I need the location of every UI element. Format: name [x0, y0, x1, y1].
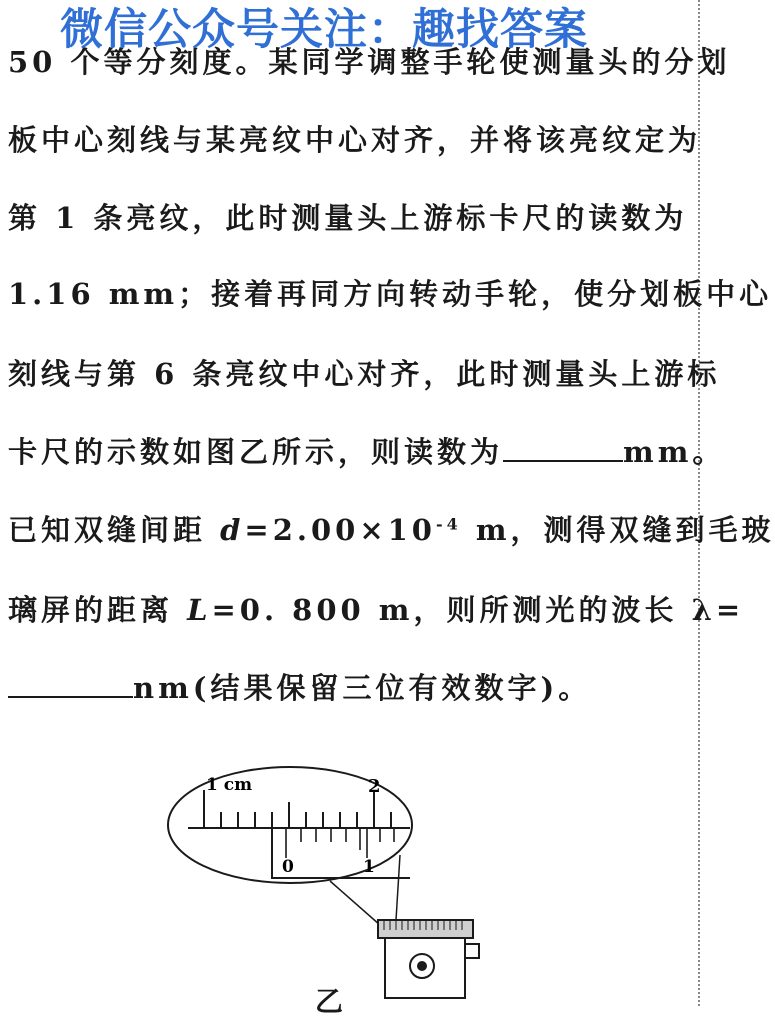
answer-blank-reading[interactable] [503, 432, 623, 462]
line9-after: nm(结果保留三位有效数字)。 [133, 671, 592, 705]
text-line-9 [8, 666, 591, 707]
device-eyepiece-center [417, 961, 427, 971]
text-line-3: 第 1 条亮纹，此时测量头上游标卡尺的读数为 [8, 201, 688, 235]
exponent: -4 [435, 514, 462, 534]
device-knob [465, 944, 479, 958]
leader-line-2 [396, 855, 400, 920]
figure-caption: 乙 [315, 985, 344, 1018]
var-d: d [220, 513, 245, 547]
text-line-6 [8, 430, 725, 471]
watermark: 微信公众号关注：趣找答案 [60, 5, 588, 55]
vernier-ticks [286, 828, 394, 858]
text-line-2: 板中心刻线与某亮纹中心对齐，并将该亮纹定为 [8, 123, 702, 157]
vernier-label-0: 0 [282, 857, 294, 877]
line7-before: 已知双缝间距 [8, 513, 221, 547]
main-scale-ticks [204, 790, 391, 828]
line6-after: mm。 [623, 435, 726, 469]
vernier-diagram [160, 760, 500, 1000]
line7-after2: m，测得双缝到毛玻 [461, 513, 775, 547]
line7-after: =2.00×10 [244, 513, 436, 547]
line8-after: =0. 800 m，则所测光的波长 λ= [211, 593, 745, 627]
answer-blank-wavelength[interactable] [8, 668, 133, 698]
text-line-1: 50 个等分刻度。某同学调整手轮使测量头的分划 [8, 45, 731, 79]
main-scale-label-1cm: 1 cm [206, 775, 253, 795]
line8-before: 璃屏的距离 [8, 593, 188, 627]
leader-line-1 [330, 881, 380, 925]
main-scale-label-2: 2 [368, 776, 381, 797]
vernier-label-1: 1 [363, 857, 375, 877]
line6-before: 卡尺的示数如图乙所示，则读数为 [8, 435, 504, 469]
var-L: L [187, 593, 212, 627]
text-line-5: 刻线与第 6 条亮纹中心对齐，此时测量头上游标 [8, 357, 721, 391]
text-line-8 [8, 588, 744, 629]
text-line-4: 1.16 mm；接着再同方向转动手轮，使分划板中心 [8, 277, 773, 311]
text-line-7 [8, 508, 775, 549]
